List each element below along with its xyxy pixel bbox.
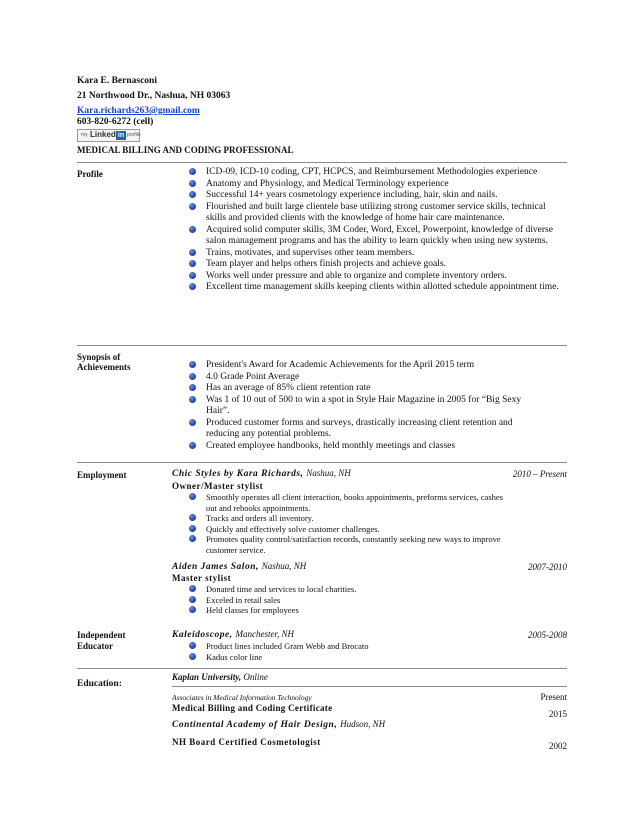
linkedin-my-text: my [81, 132, 88, 138]
list-item: Kadus color line [206, 652, 506, 663]
divider [77, 162, 567, 163]
bullet-icon [189, 585, 196, 592]
bullet-icon [189, 168, 196, 175]
education-year: 2002 [549, 741, 567, 751]
synopsis-label-line1: Synopsis of [77, 352, 121, 362]
linkedin-logo-text: Linked [90, 130, 116, 139]
certificate-medical-billing: Medical Billing and Coding Certificate [172, 703, 333, 713]
list-item: ICD-09, ICD-10 coding, CPT, HCPCS, and Reimbursement Methodologies experience [206, 167, 566, 179]
educator-label-line1: Independent [77, 630, 126, 640]
list-item: Excellent time management skills keeping clients within allotted schedule appointment time. [206, 282, 566, 294]
bullet-icon [189, 203, 196, 210]
profile-list [206, 167, 566, 294]
list-item: Tracks and orders all inventory. [206, 513, 506, 524]
list-item: Created employee handbooks, held monthly meetings and classes [206, 441, 546, 453]
linkedin-in-icon: in [117, 132, 125, 139]
education-label: Education: [77, 679, 122, 689]
employer-chic-styles: Chic Styles by Kara Richards, Nashua, NH [172, 468, 351, 479]
list-item: Trains, motivates, and supervises other team members. [206, 248, 566, 260]
bullet-icon [189, 514, 196, 521]
employer-aiden-james: Aiden James Salon, Nashua, NH [172, 561, 307, 572]
bullet-icon [189, 384, 196, 391]
list-item: Was 1 of 10 out of 500 to win a spot in Style Hair Magazine in 2005 for “Big Sexy Hair”. [206, 395, 546, 418]
divider [172, 686, 567, 687]
bullet-icon [189, 373, 196, 380]
list-item: Has an average of 85% client retention rate [206, 383, 546, 395]
list-item: Quickly and effectively solve customer challenges. [206, 524, 506, 535]
divider [77, 668, 567, 669]
list-item: Exceled in retail sales [206, 595, 506, 606]
bullet-icon [189, 535, 196, 542]
bullet-icon [189, 361, 196, 368]
bullet-icon [189, 191, 196, 198]
education-year: 2015 [549, 709, 567, 719]
synopsis-list [206, 360, 546, 452]
list-item: Smoothly operates all client interaction, books appointments, preforms services, cashes out and rebooks appointments. [206, 492, 506, 513]
bullet-icon [189, 596, 196, 603]
bullet-icon [189, 525, 196, 532]
list-item: 4.0 Grade Point Average [206, 372, 546, 384]
school-continental-academy: Continental Academy of Hair Design, Hudson, NH [172, 719, 386, 730]
applicant-name: Kara E. Bernasconi [77, 76, 157, 86]
employment-label: Employment [77, 470, 127, 480]
list-item: Successful 14+ years cosmetology experience including, hair, skin and nails. [206, 190, 566, 202]
job-duties-list [206, 492, 506, 555]
job-duties-list [206, 584, 506, 616]
bullet-icon [189, 493, 196, 500]
bullet-icon [189, 283, 196, 290]
phone: 603-820-6272 (cell) [77, 117, 154, 127]
list-item: Donated time and services to local charities. [206, 584, 506, 595]
bullet-icon [189, 272, 196, 279]
bullet-icon [189, 396, 196, 403]
address: 21 Northwood Dr., Nashua, NH 03063 [77, 91, 231, 101]
job-role: Master stylist [172, 573, 232, 583]
list-item: Works well under pressure and able to organize and complete inventory orders. [206, 271, 566, 283]
degree-note: Associates in Medical Information Technology [172, 693, 312, 702]
list-item: Held classes for employees [206, 605, 506, 616]
bullet-icon [189, 653, 196, 660]
list-item: Promotes quality control/satisfaction records, constantly seeking new ways to improve customer service. [206, 534, 506, 555]
divider [77, 345, 567, 346]
list-item: President's Award for Academic Achievements for the April 2015 term [206, 360, 546, 372]
linkedin-badge[interactable] [77, 129, 140, 142]
list-item: Team player and helps others finish projects and achieve goals. [206, 259, 566, 271]
educator-label-line2: Educator [77, 641, 113, 651]
bullet-icon [189, 442, 196, 449]
list-item: Flourished and built large clientele base utilizing strong customer service skills, technical skills and provided clients with the knowledge of home hair care maintenance. [206, 202, 566, 225]
list-item: Anatomy and Physiology, and Medical Terminology experience [206, 179, 566, 191]
list-item: Produced customer forms and surveys, drastically increasing client retention and reducing any potential problems. [206, 418, 546, 441]
bullet-icon [189, 260, 196, 267]
linkedin-profile-text: profile [127, 132, 141, 138]
school-kaplan: Kaplan University, Online [172, 672, 268, 682]
bullet-icon [189, 180, 196, 187]
job-role: Owner/Master stylist [172, 481, 264, 491]
synopsis-label-line2: Achievements [77, 362, 131, 372]
headline: MEDICAL BILLING AND CODING PROFESSIONAL [77, 145, 294, 155]
employment-dates: 2007-2010 [528, 562, 567, 572]
employer-kaleidoscope: Kaleidoscope, Manchester, NH [172, 629, 294, 640]
bullet-icon [189, 226, 196, 233]
bullet-icon [189, 642, 196, 649]
divider [77, 462, 567, 463]
certificate-cosmetologist: NH Board Certified Cosmetologist [172, 737, 321, 747]
bullet-icon [189, 419, 196, 426]
bullet-icon [189, 249, 196, 256]
employment-dates: 2010 – Present [512, 469, 567, 479]
educator-dates: 2005-2008 [528, 630, 567, 640]
educator-list [206, 641, 506, 662]
email-link[interactable]: Kara.richards263@gmail.com [77, 106, 200, 116]
list-item: Acquired solid computer skills, 3M Coder, Word, Excel, Powerpoint, knowledge of diverse salon management programs and has the ability to learn quickly when using new systems. [206, 225, 566, 248]
list-item: Product lines included Gram Webb and Brocato [206, 641, 506, 652]
education-present: Present [540, 692, 567, 702]
profile-label: Profile [77, 169, 103, 179]
bullet-icon [189, 606, 196, 613]
